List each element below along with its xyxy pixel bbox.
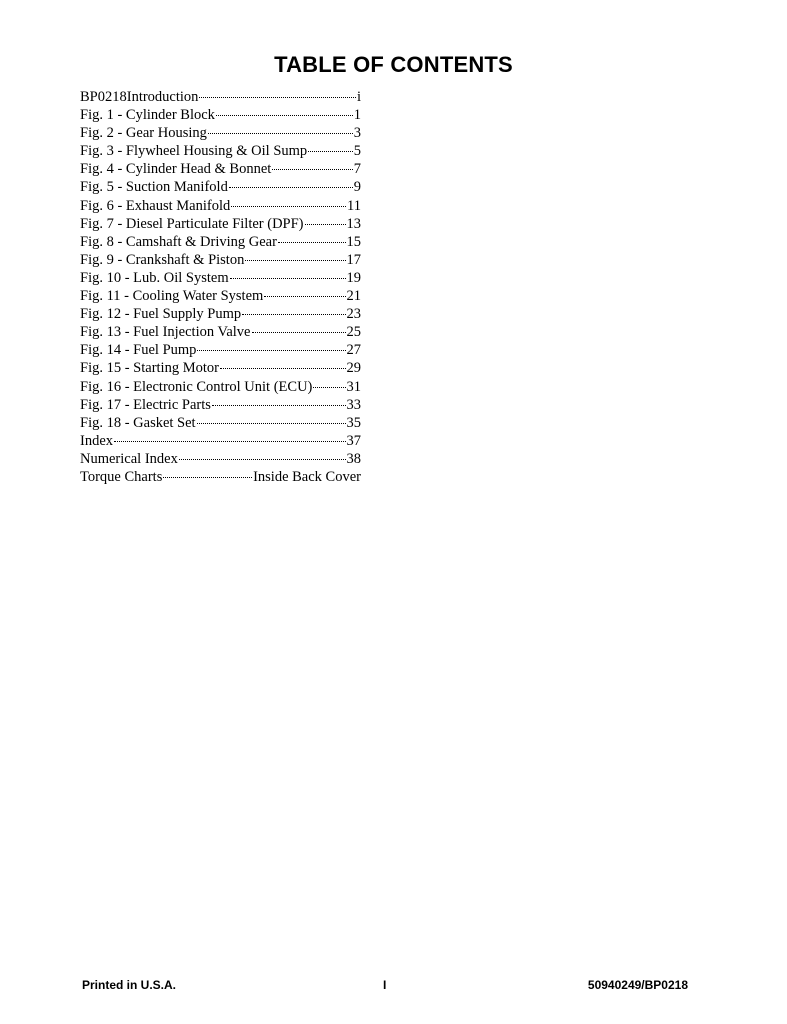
toc-entry-page: 15: [346, 233, 361, 250]
footer-page-number: I: [383, 978, 387, 992]
toc-entry-page: 38: [346, 450, 361, 467]
toc-entry-label: Fig. 13 - Fuel Injection Valve: [80, 324, 251, 341]
page-title: TABLE OF CONTENTS: [274, 52, 513, 77]
toc-entry-label: Fig. 7 - Diesel Particulate Filter (DPF): [80, 215, 304, 232]
toc-leader: [229, 187, 353, 188]
toc-entry-page: 9: [353, 179, 361, 196]
toc-entry-label: Fig. 14 - Fuel Pump: [80, 342, 197, 359]
table-of-contents: [80, 88, 361, 486]
toc-entry-page: 21: [346, 288, 361, 305]
toc-entry-page: 25: [346, 324, 361, 341]
toc-entry-page: 5: [353, 143, 361, 160]
toc-entry: [80, 160, 361, 178]
toc-entry-page: 19: [346, 269, 361, 286]
toc-entry: [80, 197, 361, 215]
toc-leader: [179, 459, 346, 460]
toc-entry: [80, 468, 361, 486]
toc-leader: [252, 332, 346, 333]
toc-entry-label: Fig. 6 - Exhaust Manifold: [80, 197, 231, 214]
toc-entry-page: 11: [347, 197, 361, 214]
toc-entry-label: Fig. 17 - Electric Parts: [80, 396, 211, 413]
toc-entry-page: 3: [353, 125, 361, 142]
toc-entry-label: BP0218Introduction: [80, 89, 199, 105]
toc-leader: [220, 368, 346, 369]
toc-entry-label: Fig. 10 - Lub. Oil System: [80, 269, 229, 286]
toc-leader: [305, 224, 346, 225]
toc-entry-label: Fig. 9 - Crankshaft & Piston: [80, 251, 245, 268]
toc-leader: [308, 151, 353, 152]
toc-leader: [313, 387, 345, 388]
toc-entry: [80, 88, 361, 106]
toc-entry: [80, 269, 361, 287]
toc-entry: [80, 323, 361, 341]
toc-entry-label: Fig. 15 - Starting Motor: [80, 360, 219, 377]
toc-leader: [114, 441, 345, 442]
toc-entry: [80, 124, 361, 142]
toc-entry: [80, 178, 361, 196]
toc-entry-label: Fig. 12 - Fuel Supply Pump: [80, 306, 242, 323]
toc-leader: [197, 350, 345, 351]
toc-entry-page: 33: [346, 396, 361, 413]
toc-entry-page: 29: [346, 360, 361, 377]
toc-entry: [80, 215, 361, 233]
toc-entry: [80, 359, 361, 377]
toc-entry: [80, 450, 361, 468]
toc-entry-label: Fig. 5 - Suction Manifold: [80, 179, 228, 196]
toc-entry: [80, 414, 361, 432]
footer-document-number: 50940249/BP0218: [587, 978, 688, 992]
toc-leader: [278, 242, 346, 243]
toc-leader: [231, 206, 346, 207]
toc-leader: [264, 296, 345, 297]
toc-entry: [80, 305, 361, 323]
toc-entry-label: Fig. 4 - Cylinder Head & Bonnet: [80, 161, 272, 178]
toc-leader: [197, 423, 346, 424]
toc-entry: [80, 378, 361, 396]
toc-entry: [80, 396, 361, 414]
toc-entry: [80, 287, 361, 305]
toc-leader: [272, 169, 352, 170]
toc-leader: [216, 115, 353, 116]
toc-entry-page: 23: [346, 306, 361, 323]
toc-entry-page: 7: [353, 161, 361, 178]
toc-leader: [163, 477, 252, 478]
toc-entry-label: Index: [80, 432, 114, 449]
toc-entry-page: i: [356, 89, 361, 105]
toc-entry: [80, 233, 361, 251]
toc-entry-page: 17: [346, 251, 361, 268]
toc-entry-page: 13: [346, 215, 361, 232]
toc-leader: [199, 97, 356, 98]
toc-entry: [80, 432, 361, 450]
toc-entry-page: 31: [346, 378, 361, 395]
toc-entry-label: Fig. 18 - Gasket Set: [80, 414, 196, 431]
toc-entry-label: Fig. 8 - Camshaft & Driving Gear: [80, 233, 277, 250]
toc-entry-label: Fig. 3 - Flywheel Housing & Oil Sump: [80, 143, 308, 160]
page-footer: [82, 978, 688, 996]
toc-entry-label: Fig. 1 - Cylinder Block: [80, 107, 215, 124]
toc-leader: [230, 278, 346, 279]
footer-print-location: Printed in U.S.A.: [82, 978, 177, 992]
toc-entry-page: 1: [353, 107, 361, 124]
toc-leader: [212, 405, 346, 406]
toc-entry-page: 27: [346, 342, 361, 359]
toc-entry: [80, 142, 361, 160]
toc-entry: [80, 251, 361, 269]
toc-entry: [80, 106, 361, 124]
toc-leader: [245, 260, 345, 261]
toc-entry-label: Torque Charts: [80, 468, 163, 485]
toc-leader: [208, 133, 353, 134]
toc-entry-page: Inside Back Cover: [253, 468, 361, 485]
toc-leader: [242, 314, 345, 315]
toc-entry-page: 35: [346, 414, 361, 431]
toc-entry-label: Numerical Index: [80, 450, 178, 467]
toc-entry-page: 37: [346, 432, 361, 449]
toc-entry: [80, 341, 361, 359]
toc-entry-label: Fig. 11 - Cooling Water System: [80, 288, 264, 305]
toc-entry-label: Fig. 2 - Gear Housing: [80, 125, 207, 142]
toc-entry-label: Fig. 16 - Electronic Control Unit (ECU): [80, 378, 313, 395]
